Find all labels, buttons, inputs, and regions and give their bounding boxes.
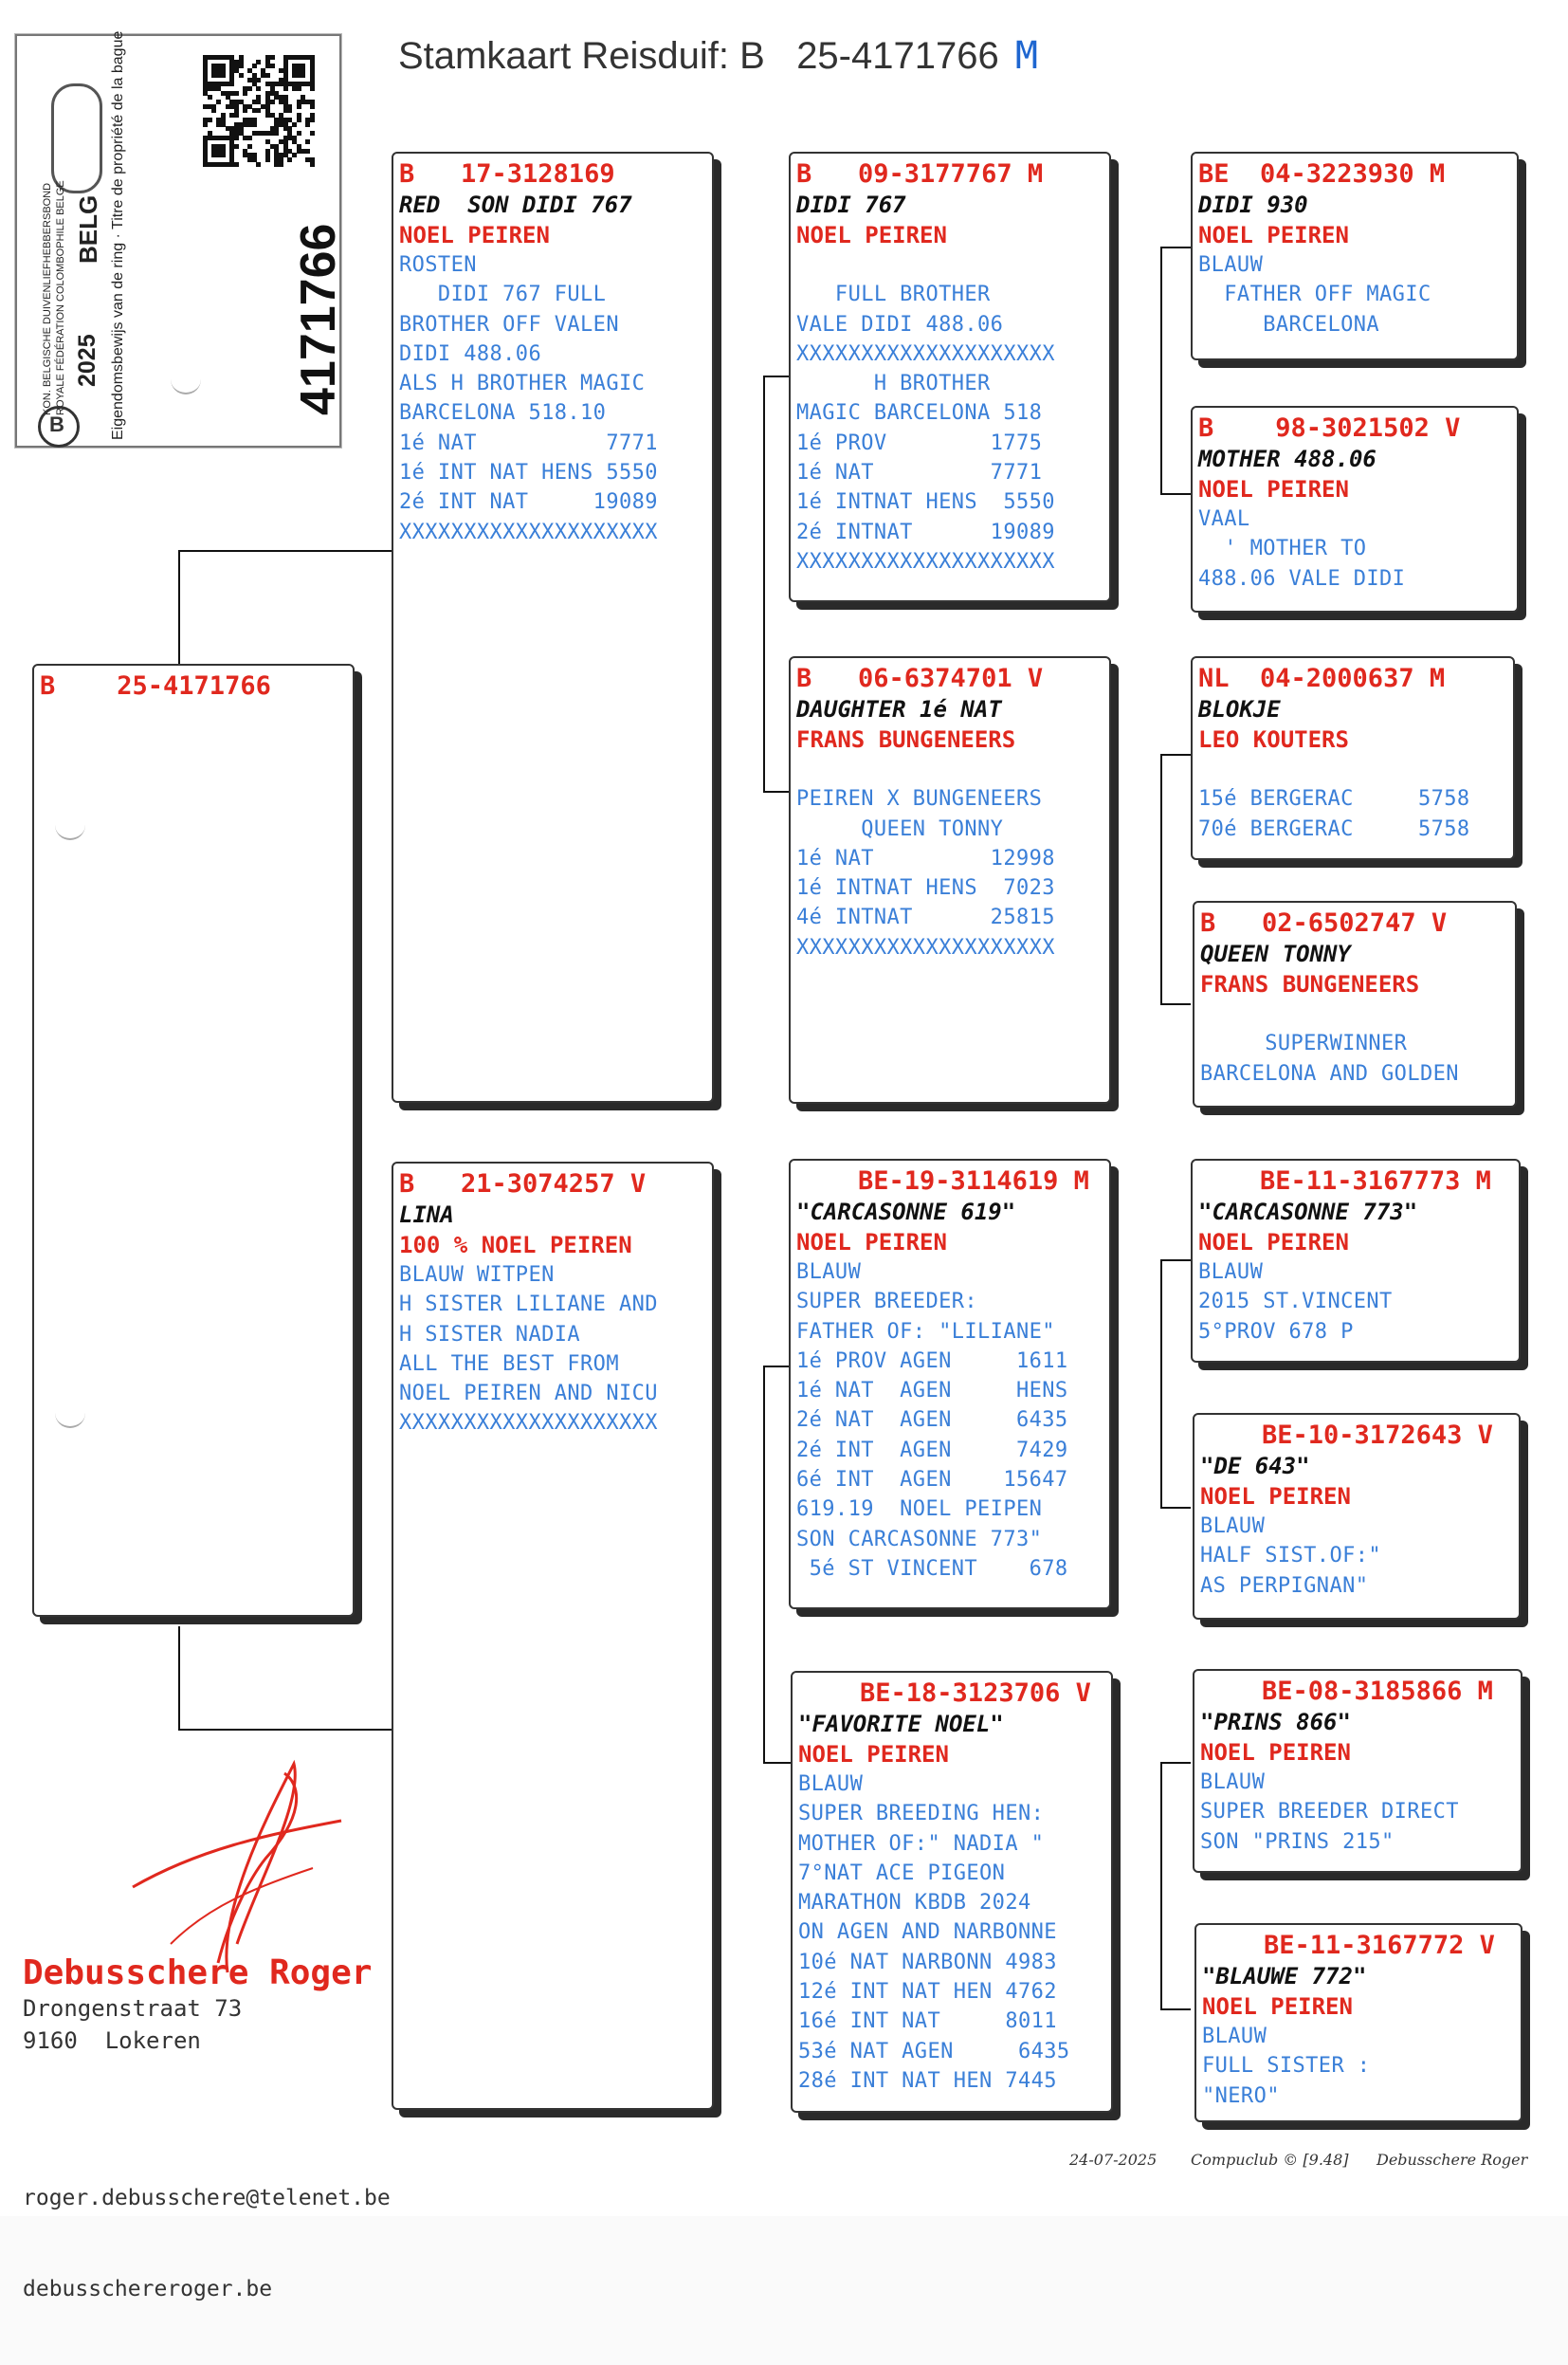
subject-ring: B 25-4171766 [40,671,271,701]
connector-line [178,550,180,664]
note-line: 1é PROV 1775 [796,431,1043,455]
sds-notes [1198,755,1507,844]
qr-module [208,95,212,100]
kbdb-logo-icon: B [38,406,80,448]
qr-module [211,108,216,113]
owner-street: Drongenstraat 73 [23,1995,243,2022]
note-line: NOEL PEIREN AND NICU [399,1382,658,1406]
ssd-ring: B 98-3021502 V [1198,413,1461,443]
note-line: FATHER OFF MAGIC [1198,283,1431,307]
dds-name: "PRINS 866" [1200,1709,1351,1735]
qr-module [229,82,234,86]
sire-name: RED SON DIDI 767 [399,192,632,218]
sdd-notes [1200,999,1509,1089]
sss-card [1191,152,1519,360]
sdd-name: QUEEN TONNY [1200,941,1351,967]
owner-name: Debusschere Roger [23,1953,373,1992]
qr-code [203,55,315,169]
connector-line [1160,2008,1191,2010]
dam-dam-name: "FAVORITE NOEL" [798,1711,1004,1737]
note-line: 6é INT AGEN 15647 [796,1468,1068,1493]
owner-block [23,1953,372,2057]
ring-card-org-fr: ROYALE FÉDÉRATION COLOMBOPHILE BELGE [55,180,66,415]
note-line: FATHER OF: "LILIANE" [796,1319,1055,1344]
connector-line [763,791,792,793]
note-line: 1é INT NAT HENS 5550 [399,461,658,486]
dam-card [392,1162,714,2110]
note-line: DIDI 488.06 [399,341,542,366]
sire-dam-card [789,656,1111,1104]
dam-sire-ring: BE-19-3114619 M [796,1166,1089,1196]
footer-date: 24-07-2025 [1069,2151,1158,2169]
qr-module [292,153,297,157]
footer-owner: Debusschere Roger [1377,2151,1528,2169]
dam-notes [399,1260,706,1439]
contact-block [23,2122,391,2365]
note-line: 619.19 NOEL PEIPEN [796,1497,1043,1522]
note-line: DIDI 767 FULL [399,283,607,307]
ring-card-org-nl: KON. BELGISCHE DUIVENLIEFHEBBERSBOND [42,182,53,415]
dsd-name: "DE 643" [1200,1453,1310,1479]
ring-card-property: Eigendomsbewijs van de ring · Titre de propriété de la bague [110,30,126,440]
note-line: AS PERPIGNAN" [1200,1573,1369,1598]
qr-module [297,104,301,109]
connector-line [178,1626,180,1731]
note-line: 1é INTNAT HENS 7023 [796,876,1055,901]
note-line: 53é NAT AGEN 6435 [798,2039,1070,2063]
connector-line [1160,1507,1191,1509]
ddd-ring: BE-11-3167772 V [1202,1931,1495,1960]
note-line: 5é ST VINCENT 678 [796,1556,1068,1581]
note-line [796,250,1103,280]
qr-module [256,86,261,91]
sdd-ring: B 02-6502747 V [1200,908,1448,938]
page-title [398,34,1038,78]
note-line: BARCELONA [1198,312,1380,337]
note-line: 488.06 VALE DIDI [1198,566,1406,591]
note-line: BLAUW [796,1260,862,1284]
connector-line [1160,1259,1191,1261]
sire-dam-ring: B 06-6374701 V [796,664,1044,693]
note-line [1200,999,1509,1029]
footer-software: Compuclub © [9.48] [1191,2151,1349,2169]
connector-line [1160,1762,1162,2010]
sss-name: DIDI 930 [1198,192,1308,218]
note-line: 2é INTNAT 19089 [796,520,1055,544]
note-line: BARCELONA 518.10 [399,401,607,426]
dam-breeder: 100 % NOEL PEIREN [399,1232,632,1258]
sire-dam-name: DAUGHTER 1é NAT [796,696,1002,723]
note-line: BLAUW [1198,253,1264,277]
connector-line [1160,754,1191,756]
qr-module [283,86,288,91]
connector-line [763,1366,792,1367]
sire-sire-name: DIDI 767 [796,192,906,218]
sdd-card [1193,901,1517,1108]
note-line: VALE DIDI 488.06 [796,312,1004,337]
dss-notes [1198,1257,1513,1347]
qr-module [270,64,275,68]
sds-card [1191,656,1515,860]
note-line: 4é INTNAT 25815 [796,906,1055,930]
qr-module [234,136,239,140]
note-line: H BROTHER [796,372,991,396]
note-line: BLAUW [1200,1514,1266,1538]
sire-sire-card [789,152,1111,602]
qr-module [256,60,261,64]
qr-module [239,64,244,68]
title-country: B [739,35,765,77]
dam-dam-card [791,1671,1113,2113]
note-line: SUPERWINNER [1200,1032,1408,1056]
note-line: 28é INT NAT HEN 7445 [798,2068,1057,2093]
note-line: 1é NAT 7771 [399,431,658,455]
note-line: ' MOTHER TO [1198,537,1367,561]
note-line: 1é NAT AGEN HENS [796,1379,1068,1403]
dsd-card [1193,1413,1521,1620]
qr-module [310,118,315,122]
connector-line [763,376,792,377]
note-line: 70é BERGERAC 5758 [1198,816,1470,841]
note-line: 1é INTNAT HENS 5550 [796,490,1055,515]
qr-module [256,108,261,113]
ddd-notes [1202,2022,1515,2111]
note-line: SUPER BREEDER DIRECT [1200,1800,1459,1824]
note-line: ROSTEN [399,253,477,277]
note-line: SON CARCASONNE 773" [796,1527,1043,1551]
qr-module [265,73,270,78]
note-line: HALF SIST.OF:" [1200,1544,1382,1568]
dsd-ring: BE-10-3172643 V [1200,1421,1493,1450]
sire-ring: B 17-3128169 [399,159,615,189]
dds-card [1193,1669,1522,1873]
qr-module [279,162,283,167]
note-line: SUPER BREEDING HEN: [798,1802,1045,1826]
dss-name: "CARCASONNE 773" [1198,1199,1418,1225]
qr-module [221,73,226,78]
qr-module [310,86,315,91]
dds-notes [1200,1768,1515,1857]
ssd-name: MOTHER 488.06 [1198,446,1377,472]
connector-line [763,376,765,793]
sss-ring: BE 04-3223930 M [1198,159,1446,189]
qr-module [221,153,226,157]
qr-module [247,86,252,91]
dam-sire-card [789,1159,1111,1609]
note-line: 1é NAT 7771 [796,461,1043,486]
qr-module [297,131,301,136]
note-line [1198,755,1507,784]
qr-module [252,64,257,68]
note-line: BARCELONA AND GOLDEN [1200,1061,1459,1086]
dss-breeder: NOEL PEIREN [1198,1229,1349,1256]
qr-module [208,118,212,122]
dam-sire-name: "CARCASONNE 619" [796,1199,1016,1225]
dam-ring: B 21-3074257 V [399,1169,647,1199]
note-line: BLAUW [1200,1770,1266,1794]
qr-module [234,144,239,149]
title-ring: 25-4171766 [796,35,999,77]
note-line: MOTHER OF:" NADIA " [798,1831,1045,1856]
ssd-breeder: NOEL PEIREN [1198,476,1349,503]
note-line: BLAUW [798,1772,864,1796]
ring-card-country: BELG [74,194,102,264]
title-sex: M [1014,34,1038,78]
note-line: 1é NAT 12998 [796,846,1055,871]
emblem-icon [51,83,102,193]
note-line: XXXXXXXXXXXXXXXXXXXX [399,520,658,544]
qr-module [305,122,310,127]
sire-dam-notes [796,755,1103,962]
qr-module [234,113,239,118]
qr-module [252,122,257,127]
dss-ring: BE-11-3167773 M [1198,1166,1491,1196]
note-line: ALL THE BEST FROM [399,1351,619,1376]
qr-module [265,157,270,162]
qr-module [234,91,239,96]
qr-module [274,131,279,136]
note-line: 5°PROV 678 P [1198,1319,1354,1344]
qr-module [310,162,315,167]
dam-dam-notes [798,1769,1105,2096]
owner-website[interactable]: debusschereroger.be [23,2277,273,2301]
sss-notes [1198,250,1511,339]
note-line: XXXXXXXXXXXXXXXXXXXX [796,549,1055,574]
note-line: BLAUW WITPEN [399,1263,555,1287]
note-line [796,755,1103,784]
qr-module [270,55,275,60]
connector-line [1160,247,1162,493]
qr-module [297,86,301,91]
sds-breeder: LEO KOUTERS [1198,726,1349,753]
qr-module [287,108,292,113]
note-line: 10é NAT NARBONN 4983 [798,1950,1057,1974]
dam-sire-breeder: NOEL PEIREN [796,1229,947,1256]
sire-notes [399,250,706,547]
note-line: "NERO" [1202,2083,1280,2108]
note-line: 2é INT NAT 19089 [399,490,658,515]
sire-dam-breeder: FRANS BUNGENEERS [796,726,1016,753]
dds-ring: BE-08-3185866 M [1200,1677,1493,1706]
sds-ring: NL 04-2000637 M [1198,664,1446,693]
connector-line [178,550,396,552]
qr-module [287,157,292,162]
connector-line [178,1729,396,1731]
dam-sire-notes [796,1257,1103,1584]
note-line: 2015 ST.VINCENT [1198,1290,1393,1314]
note-line: BLAUW [1198,1260,1264,1284]
dsd-notes [1200,1512,1513,1601]
qr-module [243,108,247,113]
note-line: MARATHON KBDB 2024 [798,1891,1031,1916]
ring-card-year: 2025 [74,334,100,387]
note-line: XXXXXXXXXXXXXXXXXXXX [796,341,1055,366]
qr-module [305,149,310,154]
dam-dam-breeder: NOEL PEIREN [798,1741,949,1768]
connector-line [1160,493,1191,495]
dsd-breeder: NOEL PEIREN [1200,1483,1351,1510]
note-line: XXXXXXXXXXXXXXXXXXXX [399,1411,658,1436]
connector-line [763,1762,792,1764]
note-line: ALS H BROTHER MAGIC [399,372,646,396]
connector-line [1160,1259,1162,1509]
note-line: VAAL [1198,507,1250,531]
sds-name: BLOKJE [1198,696,1281,723]
ddd-card [1194,1923,1522,2122]
qr-module [243,91,247,96]
note-line: SUPER BREEDER: [796,1290,978,1314]
ssd-notes [1198,504,1511,594]
qr-module [239,73,244,78]
ssd-card [1191,406,1519,613]
connector-line [1160,754,1162,1005]
dds-breeder: NOEL PEIREN [1200,1739,1351,1766]
connector-line [1160,1762,1191,1764]
owner-city: 9160 Lokeren [23,2027,201,2054]
note-line: 2é INT AGEN 7429 [796,1438,1068,1462]
ddd-breeder: NOEL PEIREN [1202,1993,1353,2020]
note-line: 15é BERGERAC 5758 [1198,787,1470,812]
note-line: MAGIC BARCELONA 518 [796,401,1043,426]
dss-card [1191,1159,1521,1363]
note-line: 16é INT NAT 8011 [798,2009,1057,2034]
note-line: QUEEN TONNY [796,816,1004,841]
note-line: 1é PROV AGEN 1611 [796,1348,1068,1373]
dam-dam-ring: BE-18-3123706 V [798,1678,1091,1708]
title-label: Stamkaart Reisduif: [398,35,730,77]
qr-module [305,139,310,144]
qr-module [216,100,221,104]
ddd-name: "BLAUWE 772" [1202,1963,1367,1989]
qr-module [234,162,239,167]
qr-module [247,136,252,140]
connector-line [1160,247,1191,248]
sire-sire-ring: B 09-3177767 M [796,159,1044,189]
note-line: 2é NAT AGEN 6435 [796,1408,1068,1433]
sire-sire-breeder: NOEL PEIREN [796,222,947,248]
qr-module [203,122,208,127]
note-line: ON AGEN AND NARBONNE [798,1920,1057,1945]
note-line: XXXXXXXXXXXXXXXXXXXX [796,935,1055,960]
note-line: SON "PRINS 215" [1200,1829,1395,1854]
dam-name: LINA [399,1201,454,1228]
qr-module [256,162,261,167]
qr-module [247,144,252,149]
qr-module [270,100,275,104]
qr-module [310,131,315,136]
sire-breeder: NOEL PEIREN [399,222,550,248]
note-line: BLAUW [1202,2025,1267,2048]
note-line: PEIREN X BUNGENEERS [796,787,1043,812]
subject-pigeon-card [32,664,355,1617]
sire-sire-notes [796,250,1103,577]
qr-module [301,73,305,78]
connector-line [763,1366,765,1764]
note-line: H SISTER NADIA [399,1322,581,1347]
note-line: 7°NAT ACE PIGEON [798,1861,1006,1885]
sire-card [392,152,714,1103]
connector-line [1160,1003,1191,1005]
note-line: 12é INT NAT HEN 4762 [798,1980,1057,2005]
sss-breeder: NOEL PEIREN [1198,222,1349,248]
qr-module [297,118,301,122]
note-line: H SISTER LILIANE AND [399,1292,658,1317]
qr-module [292,122,297,127]
owner-email[interactable]: roger.debusschere@telenet.be [23,2186,391,2210]
note-line: FULL SISTER : [1202,2054,1371,2079]
note-line: FULL BROTHER [796,283,991,307]
ring-card-number: 4171766 [291,223,346,415]
qr-module [310,104,315,109]
sdd-breeder: FRANS BUNGENEERS [1200,971,1420,998]
note-line: BROTHER OFF VALEN [399,312,619,337]
qr-module [256,78,261,82]
